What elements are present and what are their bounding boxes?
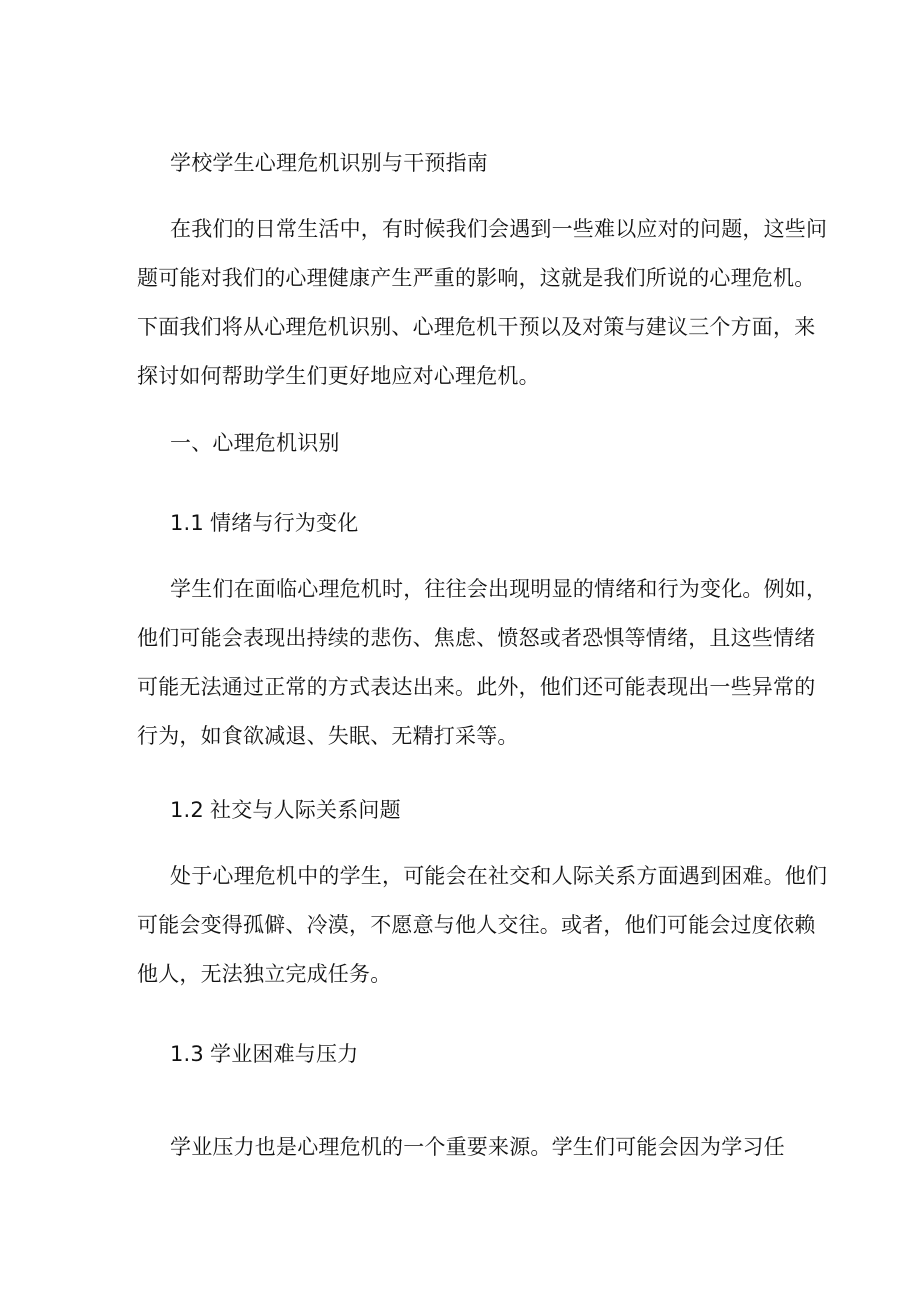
document-title: 学校学生心理危机识别与干预指南 bbox=[170, 151, 488, 175]
paragraph-line: 可能无法通过正常的方式表达出来。此外，他们还可能表现出一些异常的 bbox=[137, 675, 816, 699]
intro-line-1: 在我们的日常生活中，有时候我们会遇到一些难以应对的问题，这些问 bbox=[170, 217, 828, 241]
intro-line-4: 探讨如何帮助学生们更好地应对心理危机。 bbox=[137, 364, 540, 388]
paragraph-line: 行为，如食欲减退、失眠、无精打采等。 bbox=[137, 724, 519, 748]
paragraph-line: 可能会变得孤僻、冷漠，不愿意与他人交往。或者，他们可能会过度依赖 bbox=[137, 913, 816, 937]
subsection-number: 1.2 bbox=[170, 798, 204, 822]
subsection-title: 社交与人际关系问题 bbox=[210, 798, 401, 822]
subsection-heading-1-2 bbox=[170, 796, 401, 824]
intro-line-2: 题可能对我们的心理健康产生严重的影响，这就是我们所说的心理危机。 bbox=[137, 266, 816, 290]
subsection-title: 情绪与行为变化 bbox=[210, 511, 359, 535]
paragraph-line: 学生们在面临心理危机时，往往会出现明显的情绪和行为变化。例如， bbox=[170, 577, 828, 601]
subsection-title: 学业困难与压力 bbox=[210, 1042, 359, 1066]
section-heading-1: 一、心理危机识别 bbox=[170, 431, 340, 455]
subsection-heading-1-1 bbox=[170, 509, 358, 537]
paragraph-line: 他们可能会表现出持续的悲伤、焦虑、愤怒或者恐惧等情绪，且这些情绪 bbox=[137, 626, 816, 650]
subsection-number: 1.3 bbox=[170, 1042, 204, 1066]
paragraph-line: 学业压力也是心理危机的一个重要来源。学生们可能会因为学习任 bbox=[170, 1135, 785, 1159]
paragraph-line: 处于心理危机中的学生，可能会在社交和人际关系方面遇到困难。他们 bbox=[170, 864, 828, 888]
subsection-heading-1-3 bbox=[170, 1040, 358, 1068]
paragraph-line: 他人，无法独立完成任务。 bbox=[137, 962, 392, 986]
subsection-number: 1.1 bbox=[170, 511, 204, 535]
intro-line-3: 下面我们将从心理危机识别、心理危机干预以及对策与建议三个方面，来 bbox=[137, 315, 816, 339]
